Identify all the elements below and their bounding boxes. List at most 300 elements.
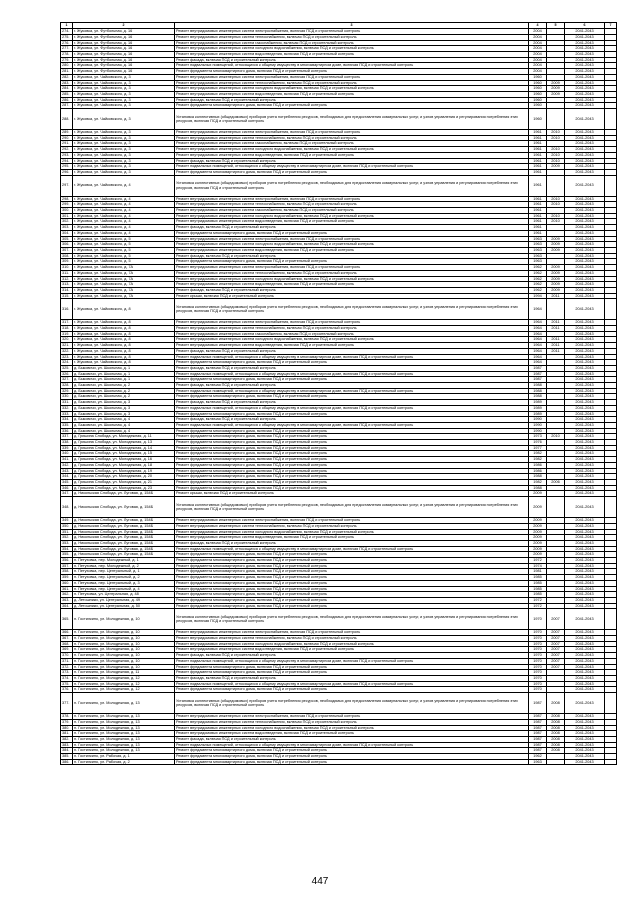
address: г. Жуковка, ул. Чайковского, д. 8 <box>73 337 175 343</box>
build-year: 1963 <box>529 259 547 265</box>
planned-period: 2041-2043 <box>565 580 605 586</box>
table-row <box>61 518 617 524</box>
work-description: Ремонт внутридомовых инженерных систем электроснабжения, включая ПСД и строительный контроль <box>175 714 529 720</box>
address: п. Гостилкино, ул. Молодежная, д. 13 <box>73 725 175 731</box>
build-year: 1990 <box>529 428 547 434</box>
planned-period: 2041-2043 <box>565 731 605 737</box>
address: г. Жуковка, ул. Чайковского, д. 4 <box>73 175 175 196</box>
last-repair-year: 2011 <box>547 348 565 354</box>
column-header: 3 <box>175 23 529 29</box>
last-repair-year <box>547 175 565 196</box>
last-repair-year: 2007 <box>547 641 565 647</box>
row-number: 305. <box>61 236 73 242</box>
planned-period: 2041-2043 <box>565 213 605 219</box>
row-number: 310. <box>61 265 73 271</box>
last-repair-year: 2009 <box>547 287 565 293</box>
address: п. Петуховка, пер. Центральный, д. 1 <box>73 569 175 575</box>
build-year: 2004 <box>529 57 547 63</box>
row-number: 367. <box>61 636 73 642</box>
work-description: Ремонт подвальных помещений, относящихся к общему имуществу в многоквартирном доме, включая ПСД и строительный контроль <box>175 354 529 360</box>
build-year: 1987 <box>529 714 547 720</box>
row-number: 291. <box>61 141 73 147</box>
work-description: Ремонт подвальных помещений, относящихся к общему имуществу в многоквартирном доме, включая ПСД и строительный контроль <box>175 681 529 687</box>
last-repair-year: 2010 <box>547 135 565 141</box>
build-year: 1961 <box>529 141 547 147</box>
work-description: Установка коллективных (общедомовых) приборов учета потребления ресурсов, необходимых для предоставления коммунальных услуг, и узлов управления и регулирования потребления этих ресурсов, включая ПСД и строительный контроль <box>175 693 529 714</box>
row-number: 385. <box>61 754 73 760</box>
address: г. Жуковка, ул. Чайковского, д. 3 <box>73 147 175 153</box>
address: п. Гостилкино, ул. Молодежная, д. 10 <box>73 647 175 653</box>
row-number: 303. <box>61 225 73 231</box>
build-year: 1960 <box>529 86 547 92</box>
work-description: Ремонт фундамента многоквартирного дома, включая ПСД и строительный контроль <box>175 259 529 265</box>
last-repair-year: 2009 <box>547 236 565 242</box>
last-repair-year: 2009 <box>547 247 565 253</box>
planned-period: 2041-2043 <box>565 320 605 326</box>
work-description: Ремонт внутридомовых инженерных систем холодного водоснабжения, включая ПСД и строительный контроль <box>175 147 529 153</box>
build-year: 1989 <box>529 400 547 406</box>
planned-period: 2041-2043 <box>565 451 605 457</box>
build-year: 1963 <box>529 759 547 765</box>
planned-period: 2041-2043 <box>565 592 605 598</box>
build-year: 1982 <box>529 457 547 463</box>
row-number: 359. <box>61 575 73 581</box>
address: г. Жуковка, ул. Чайковского, д. 3 <box>73 91 175 97</box>
work-description: Ремонт фасада, включая ПСД и строительный контроль <box>175 675 529 681</box>
work-description: Ремонт фундамента многоквартирного дома, включая ПСД и строительный контроль <box>175 360 529 366</box>
planned-period: 2041-2043 <box>565 52 605 58</box>
work-description: Ремонт крыши, включая ПСД и строительный контроль <box>175 491 529 497</box>
work-description: Ремонт фундамента многоквартирного дома, включая ПСД и строительный контроль <box>175 394 529 400</box>
build-year: 1994 <box>529 293 547 299</box>
work-description: Ремонт фундамента многоквартирного дома, включая ПСД и строительный контроль <box>175 759 529 765</box>
planned-period: 2041-2043 <box>565 417 605 423</box>
planned-period: 2041-2043 <box>565 630 605 636</box>
planned-period: 2041-2043 <box>565 158 605 164</box>
address: п. Петуховка, ул. Центральная, д. 48 <box>73 592 175 598</box>
work-description: Ремонт фундамента многоквартирного дома, включая ПСД и строительный контроль <box>175 451 529 457</box>
address: п. Петуховка, пер. Центральный, д. 3 <box>73 580 175 586</box>
build-year: 1961 <box>529 213 547 219</box>
address: п. Гостилкино, ул. Молодежная, д. 13 <box>73 736 175 742</box>
address: г. Жуковка, ул. Чайковского, д. 5 <box>73 247 175 253</box>
row-number: 374. <box>61 675 73 681</box>
planned-period: 2041-2043 <box>565 270 605 276</box>
row-number: 290. <box>61 135 73 141</box>
build-year: 1972 <box>529 558 547 564</box>
build-year: 1970 <box>529 630 547 636</box>
work-description: Установка коллективных (общедомовых) приборов учета потребления ресурсов, необходимых для предоставления коммунальных услуг, и узлов управления и регулирования потребления этих ресурсов, включая ПСД и строительный контроль <box>175 299 529 320</box>
row-number: 301. <box>61 213 73 219</box>
build-year: 1961 <box>529 169 547 175</box>
last-repair-year: 2011 <box>547 326 565 332</box>
address: г. Жуковка, ул. Чайковского, д. 4 <box>73 208 175 214</box>
planned-period: 2041-2043 <box>565 748 605 754</box>
address: г. Жуковка, ул. Футбольная, д. 16 <box>73 40 175 46</box>
last-repair-year: 2008 <box>547 719 565 725</box>
last-repair-year <box>547 759 565 765</box>
address: г. Жуковка, ул. Чайковского, д. 3 <box>73 103 175 109</box>
planned-period: 2041-2043 <box>565 411 605 417</box>
row-number: 336. <box>61 428 73 434</box>
planned-period: 2041-2043 <box>565 687 605 693</box>
row-number: 348. <box>61 497 73 518</box>
work-description: Ремонт фундамента многоквартирного дома, включая ПСД и строительный контроль <box>175 103 529 109</box>
address: п. Гостилкино, ул. Молодежная, д. 12 <box>73 675 175 681</box>
planned-period: 2041-2043 <box>565 693 605 714</box>
work-description: Ремонт внутридомовых инженерных систем электроснабжения, включая ПСД и строительный контроль <box>175 29 529 35</box>
build-year: 2004 <box>529 40 547 46</box>
address: п. Петуховка, пер. Молодежный, д. 1 <box>73 558 175 564</box>
address: г. Жуковка, ул. Чайковского, д. 3 <box>73 86 175 92</box>
work-description: Ремонт внутридомовых инженерных систем электроснабжения, включая ПСД и строительный контроль <box>175 320 529 326</box>
build-year: 1961 <box>529 135 547 141</box>
build-year: 1988 <box>529 394 547 400</box>
planned-period: 2041-2043 <box>565 670 605 676</box>
row-number: 306. <box>61 242 73 248</box>
planned-period: 2041-2043 <box>565 546 605 552</box>
address: п. Гостилкино, ул. Молодежная, д. 13 <box>73 742 175 748</box>
work-description: Ремонт внутридомовых инженерных систем газоснабжения, включая ПСД и строительный контроль <box>175 40 529 46</box>
planned-period: 2041-2043 <box>565 636 605 642</box>
table-row <box>61 523 617 529</box>
work-description: Ремонт фундамента многоквартирного дома, включая ПСД и строительный контроль <box>175 462 529 468</box>
build-year: 1964 <box>529 343 547 349</box>
address: д. Летошники, ул. Центральная, д. 50 <box>73 603 175 609</box>
row-number: 329. <box>61 388 73 394</box>
row-number: 382. <box>61 736 73 742</box>
work-description: Ремонт фундамента многоквартирного дома, включая ПСД и строительный контроль <box>175 485 529 491</box>
planned-period: 2041-2043 <box>565 247 605 253</box>
planned-period: 2041-2043 <box>565 558 605 564</box>
work-description: Ремонт подвальных помещений, относящихся к общему имуществу в многоквартирном доме, включая ПСД и строительный контроль <box>175 742 529 748</box>
table-row <box>61 299 617 320</box>
address: г. Жуковка, ул. Чайковского, д. 5 <box>73 253 175 259</box>
work-description: Установка коллективных (общедомовых) приборов учета потребления ресурсов, необходимых для предоставления коммунальных услуг, и узлов управления и регулирования потребления этих ресурсов, включая ПСД и строительный контроль <box>175 175 529 196</box>
planned-period: 2041-2043 <box>565 265 605 271</box>
planned-period: 2041-2043 <box>565 46 605 52</box>
address: п. Гостилкино, ул. Молодежная, д. 12 <box>73 687 175 693</box>
note <box>605 497 617 518</box>
last-repair-year: 2009 <box>547 276 565 282</box>
address: д. Быковичи, ул. Школьная, д. 2 <box>73 388 175 394</box>
planned-period: 2041-2043 <box>565 91 605 97</box>
build-year: 1970 <box>529 653 547 659</box>
work-description: Ремонт подвальных помещений, относящихся к общему имуществу в многоквартирном доме, включая ПСД и строительный контроль <box>175 422 529 428</box>
row-number: 339. <box>61 445 73 451</box>
address: г. Жуковка, ул. Чайковского, д. 3 <box>73 74 175 80</box>
row-number: 314. <box>61 287 73 293</box>
work-description: Ремонт фундамента многоквартирного дома, включая ПСД и строительный контроль <box>175 69 529 75</box>
address: д. Гришина Слобода, ул. Молодежная, д. 23 <box>73 485 175 491</box>
work-description: Ремонт фасада, включая ПСД и строительный контроль <box>175 225 529 231</box>
row-number: 281. <box>61 69 73 75</box>
build-year: 1987 <box>529 731 547 737</box>
planned-period: 2041-2043 <box>565 714 605 720</box>
planned-period: 2041-2043 <box>565 552 605 558</box>
build-year: 1962 <box>529 754 547 760</box>
build-year: 2004 <box>529 34 547 40</box>
work-description: Ремонт фундамента многоквартирного дома, включая ПСД и строительный контроль <box>175 748 529 754</box>
planned-period: 2041-2043 <box>565 597 605 603</box>
work-description: Ремонт внутридомовых инженерных систем теплоснабжения, включая ПСД и строительный контроль <box>175 636 529 642</box>
address: д. Быковичи, ул. Школьная, д. 2 <box>73 383 175 389</box>
address: г. Жуковка, ул. Чайковского, д. 5 <box>73 242 175 248</box>
row-number: 299. <box>61 202 73 208</box>
work-description: Установка коллективных (общедомовых) приборов учета потребления ресурсов, необходимых для предоставления коммунальных услуг, и узлов управления и регулирования потребления этих ресурсов, включая ПСД и строительный контроль <box>175 609 529 630</box>
table-row <box>61 535 617 541</box>
column-header: 6 <box>565 23 605 29</box>
planned-period: 2041-2043 <box>565 394 605 400</box>
last-repair-year: 2007 <box>547 630 565 636</box>
address: г. Жуковка, ул. Чайковского, д. 8 <box>73 326 175 332</box>
address: г. Жуковка, ул. Футбольная, д. 16 <box>73 52 175 58</box>
work-description: Ремонт внутридомовых инженерных систем электроснабжения, включая ПСД и строительный контроль <box>175 74 529 80</box>
last-repair-year: 2010 <box>547 158 565 164</box>
address: п. Гостилкино, ул. Молодежная, д. 10 <box>73 641 175 647</box>
work-description: Ремонт внутридомовых инженерных систем холодного водоснабжения, включая ПСД и строительный контроль <box>175 242 529 248</box>
work-description: Ремонт внутридомовых инженерных систем холодного водоснабжения, включая ПСД и строительный контроль <box>175 337 529 343</box>
row-number: 350. <box>61 523 73 529</box>
address: п. Гостилкино, ул. Молодежная, д. 11 <box>73 670 175 676</box>
build-year: 1964 <box>529 354 547 360</box>
planned-period: 2041-2043 <box>565 523 605 529</box>
row-number: 341. <box>61 457 73 463</box>
last-repair-year: 2011 <box>547 337 565 343</box>
work-description: Ремонт фасада, включая ПСД и строительный контроль <box>175 97 529 103</box>
build-year: 1970 <box>529 670 547 676</box>
work-description: Ремонт внутридомовых инженерных систем электроснабжения, включая ПСД и строительный контроль <box>175 518 529 524</box>
work-description: Ремонт фундамента многоквартирного дома, включая ПСД и строительный контроль <box>175 563 529 569</box>
address: г. Жуковка, ул. Чайковского, д. 7А <box>73 293 175 299</box>
last-repair-year <box>547 299 565 320</box>
work-description: Ремонт внутридомовых инженерных систем электроснабжения, включая ПСД и строительный контроль <box>175 265 529 271</box>
planned-period: 2041-2043 <box>565 742 605 748</box>
work-description: Ремонт фасада, включая ПСД и строительный контроль <box>175 736 529 742</box>
address: д. Быковичи, ул. Школьная, д. 4 <box>73 428 175 434</box>
last-repair-year: 2010 <box>547 219 565 225</box>
address: п. Гостилкино, ул. Молодежная, д. 10 <box>73 658 175 664</box>
work-description: Ремонт фундамента многоквартирного дома, включая ПСД и строительный контроль <box>175 575 529 581</box>
planned-period: 2041-2043 <box>565 434 605 440</box>
row-number: 292. <box>61 147 73 153</box>
address: г. Жуковка, ул. Чайковского, д. 8 <box>73 354 175 360</box>
work-description: Ремонт внутридомовых инженерных систем теплоснабжения, включая ПСД и строительный контроль <box>175 80 529 86</box>
table-row <box>61 109 617 130</box>
work-description: Ремонт подвальных помещений, относящихся к общему имуществу в многоквартирном доме, включая ПСД и строительный контроль <box>175 371 529 377</box>
address: п. Петуховка, пер. Центральный, д. 4 <box>73 586 175 592</box>
planned-period: 2041-2043 <box>565 202 605 208</box>
planned-period: 2041-2043 <box>565 225 605 231</box>
planned-period: 2041-2043 <box>565 147 605 153</box>
row-number: 346. <box>61 485 73 491</box>
planned-period: 2041-2043 <box>565 337 605 343</box>
address: д. Гришина Слобода, ул. Молодежная, д. 11 <box>73 434 175 440</box>
build-year: 1987 <box>529 377 547 383</box>
address: г. Жуковка, ул. Чайковского, д. 3 <box>73 97 175 103</box>
address: д. Гришина Слобода, ул. Молодежная, д. 21 <box>73 480 175 486</box>
planned-period: 2041-2043 <box>565 647 605 653</box>
address: г. Жуковка, ул. Чайковского, д. 3 <box>73 152 175 158</box>
planned-period: 2041-2043 <box>565 230 605 236</box>
build-year: 1988 <box>529 474 547 480</box>
work-description: Ремонт фасада, включая ПСД и строительный контроль <box>175 540 529 546</box>
work-description: Ремонт фасада, включая ПСД и строительный контроль <box>175 653 529 659</box>
work-description: Ремонт фундамента многоквартирного дома, включая ПСД и строительный контроль <box>175 687 529 693</box>
planned-period: 2041-2043 <box>565 658 605 664</box>
row-number: 356. <box>61 558 73 564</box>
build-year: 2004 <box>529 52 547 58</box>
work-description: Ремонт внутридомовых инженерных систем газоснабжения, включая ПСД и строительный контроль <box>175 141 529 147</box>
work-description: Ремонт фундамента многоквартирного дома, включая ПСД и строительный контроль <box>175 474 529 480</box>
work-description: Ремонт внутридомовых инженерных систем холодного водоснабжения, включая ПСД и строительный контроль <box>175 276 529 282</box>
address: г. Жуковка, ул. Чайковского, д. 3 <box>73 130 175 136</box>
address: г. Жуковка, ул. Чайковского, д. 8 <box>73 320 175 326</box>
address: г. Жуковка, ул. Футбольная, д. 16 <box>73 46 175 52</box>
row-number: 327. <box>61 377 73 383</box>
note <box>605 759 617 765</box>
work-description: Ремонт внутридомовых инженерных систем водоотведения, включая ПСД и строительный контроль <box>175 52 529 58</box>
row-number: 332. <box>61 405 73 411</box>
row-number: 344. <box>61 474 73 480</box>
work-description: Ремонт фундамента многоквартирного дома, включая ПСД и строительный контроль <box>175 569 529 575</box>
address: д. Быковичи, ул. Школьная, д. 2 <box>73 394 175 400</box>
row-number: 334. <box>61 417 73 423</box>
planned-period: 2041-2043 <box>565 383 605 389</box>
planned-period: 2041-2043 <box>565 388 605 394</box>
address: г. Жуковка, ул. Чайковского, д. 4 <box>73 225 175 231</box>
row-number: 316. <box>61 299 73 320</box>
build-year: 1987 <box>529 365 547 371</box>
planned-period: 2041-2043 <box>565 219 605 225</box>
address: г. Жуковка, ул. Чайковского, д. 7А <box>73 287 175 293</box>
page-number: 447 <box>311 876 329 887</box>
column-header: 7 <box>605 23 617 29</box>
work-description: Ремонт фундамента многоквартирного дома, включая ПСД и строительный контроль <box>175 434 529 440</box>
build-year: 2004 <box>529 29 547 35</box>
build-year: 1961 <box>529 225 547 231</box>
planned-period: 2041-2043 <box>565 103 605 109</box>
last-repair-year: 2007 <box>547 609 565 630</box>
address: г. Жуковка, ул. Чайковского, д. 8 <box>73 299 175 320</box>
row-number: 373. <box>61 670 73 676</box>
row-number: 307. <box>61 247 73 253</box>
row-number: 331. <box>61 400 73 406</box>
planned-period: 2041-2043 <box>565 641 605 647</box>
planned-period: 2041-2043 <box>565 377 605 383</box>
planned-period: 2041-2043 <box>565 236 605 242</box>
work-description: Ремонт фундамента многоквартирного дома, включая ПСД и строительный контроль <box>175 580 529 586</box>
row-number: 276. <box>61 40 73 46</box>
build-year: 1961 <box>529 196 547 202</box>
planned-period: 2041-2043 <box>565 569 605 575</box>
planned-period: 2041-2043 <box>565 485 605 491</box>
last-repair-year: 2007 <box>547 653 565 659</box>
row-number: 354. <box>61 546 73 552</box>
row-number: 375. <box>61 681 73 687</box>
build-year: 1963 <box>529 253 547 259</box>
address: д. Гришина Слобода, ул. Молодежная, д. 16 <box>73 457 175 463</box>
row-number: 315. <box>61 293 73 299</box>
row-number: 319. <box>61 331 73 337</box>
row-number: 318. <box>61 326 73 332</box>
work-description: Ремонт внутридомовых инженерных систем водоотведения, включая ПСД и строительный контроль <box>175 247 529 253</box>
build-year: 1963 <box>529 236 547 242</box>
row-number: 313. <box>61 282 73 288</box>
work-description: Ремонт фасада, включая ПСД и строительный контроль <box>175 57 529 63</box>
row-number: 349. <box>61 518 73 524</box>
planned-period: 2041-2043 <box>565 586 605 592</box>
row-number: 340. <box>61 451 73 457</box>
work-description: Ремонт внутридомовых инженерных систем холодного водоснабжения, включая ПСД и строительный контроль <box>175 641 529 647</box>
row-number: 337. <box>61 434 73 440</box>
work-description: Ремонт фасада, включая ПСД и строительный контроль <box>175 365 529 371</box>
last-repair-year: 2008 <box>547 748 565 754</box>
build-year: 2009 <box>529 529 547 535</box>
planned-period: 2041-2043 <box>565 130 605 136</box>
planned-period: 2041-2043 <box>565 462 605 468</box>
build-year: 2009 <box>529 523 547 529</box>
last-repair-year: 2009 <box>547 265 565 271</box>
build-year: 2004 <box>529 63 547 69</box>
build-year: 1987 <box>529 748 547 754</box>
planned-period: 2041-2043 <box>565 282 605 288</box>
last-repair-year: 2008 <box>547 725 565 731</box>
last-repair-year: 2011 <box>547 293 565 299</box>
build-year: 1960 <box>529 74 547 80</box>
last-repair-year: 2008 <box>547 714 565 720</box>
planned-period: 2041-2043 <box>565 253 605 259</box>
work-description: Ремонт внутридомовых инженерных систем теплоснабжения, включая ПСД и строительный контроль <box>175 34 529 40</box>
address: п. Гостилкино, ул. Молодежная, д. 13 <box>73 714 175 720</box>
row-number: 279. <box>61 57 73 63</box>
address: д. Гришина Слобода, ул. Молодежная, д. 13 <box>73 440 175 446</box>
row-number: 328. <box>61 383 73 389</box>
row-number: 335. <box>61 422 73 428</box>
row-number: 326. <box>61 371 73 377</box>
last-repair-year: 2010 <box>547 152 565 158</box>
planned-period: 2041-2043 <box>565 293 605 299</box>
address: г. Жуковка, ул. Чайковского, д. 7А <box>73 282 175 288</box>
row-number: 383. <box>61 742 73 748</box>
table-row <box>61 497 617 518</box>
planned-period: 2041-2043 <box>565 681 605 687</box>
planned-period: 2041-2043 <box>565 109 605 130</box>
planned-period: 2041-2043 <box>565 196 605 202</box>
planned-period: 2041-2043 <box>565 563 605 569</box>
work-description: Ремонт фундамента многоквартирного дома, включая ПСД и строительный контроль <box>175 411 529 417</box>
build-year: 2009 <box>529 540 547 546</box>
build-year: 1985 <box>529 580 547 586</box>
address: г. Жуковка, ул. Чайковского, д. 4 <box>73 196 175 202</box>
build-year: 1962 <box>529 270 547 276</box>
build-year: 1964 <box>529 320 547 326</box>
work-description: Ремонт внутридомовых инженерных систем теплоснабжения, включая ПСД и строительный контроль <box>175 270 529 276</box>
row-number: 297. <box>61 175 73 196</box>
address: г. Жуковка, ул. Чайковского, д. 8 <box>73 348 175 354</box>
last-repair-year: 2010 <box>547 196 565 202</box>
build-year: 1977 <box>529 445 547 451</box>
planned-period: 2041-2043 <box>565 354 605 360</box>
build-year: 1989 <box>529 405 547 411</box>
build-year: 1987 <box>529 693 547 714</box>
planned-period: 2041-2043 <box>565 664 605 670</box>
work-description: Ремонт внутридомовых инженерных систем водоотведения, включая ПСД и строительный контроль <box>175 647 529 653</box>
build-year: 1970 <box>529 658 547 664</box>
row-number: 308. <box>61 253 73 259</box>
address: г. Жуковка, ул. Футбольная, д. 16 <box>73 34 175 40</box>
last-repair-year: 2011 <box>547 343 565 349</box>
